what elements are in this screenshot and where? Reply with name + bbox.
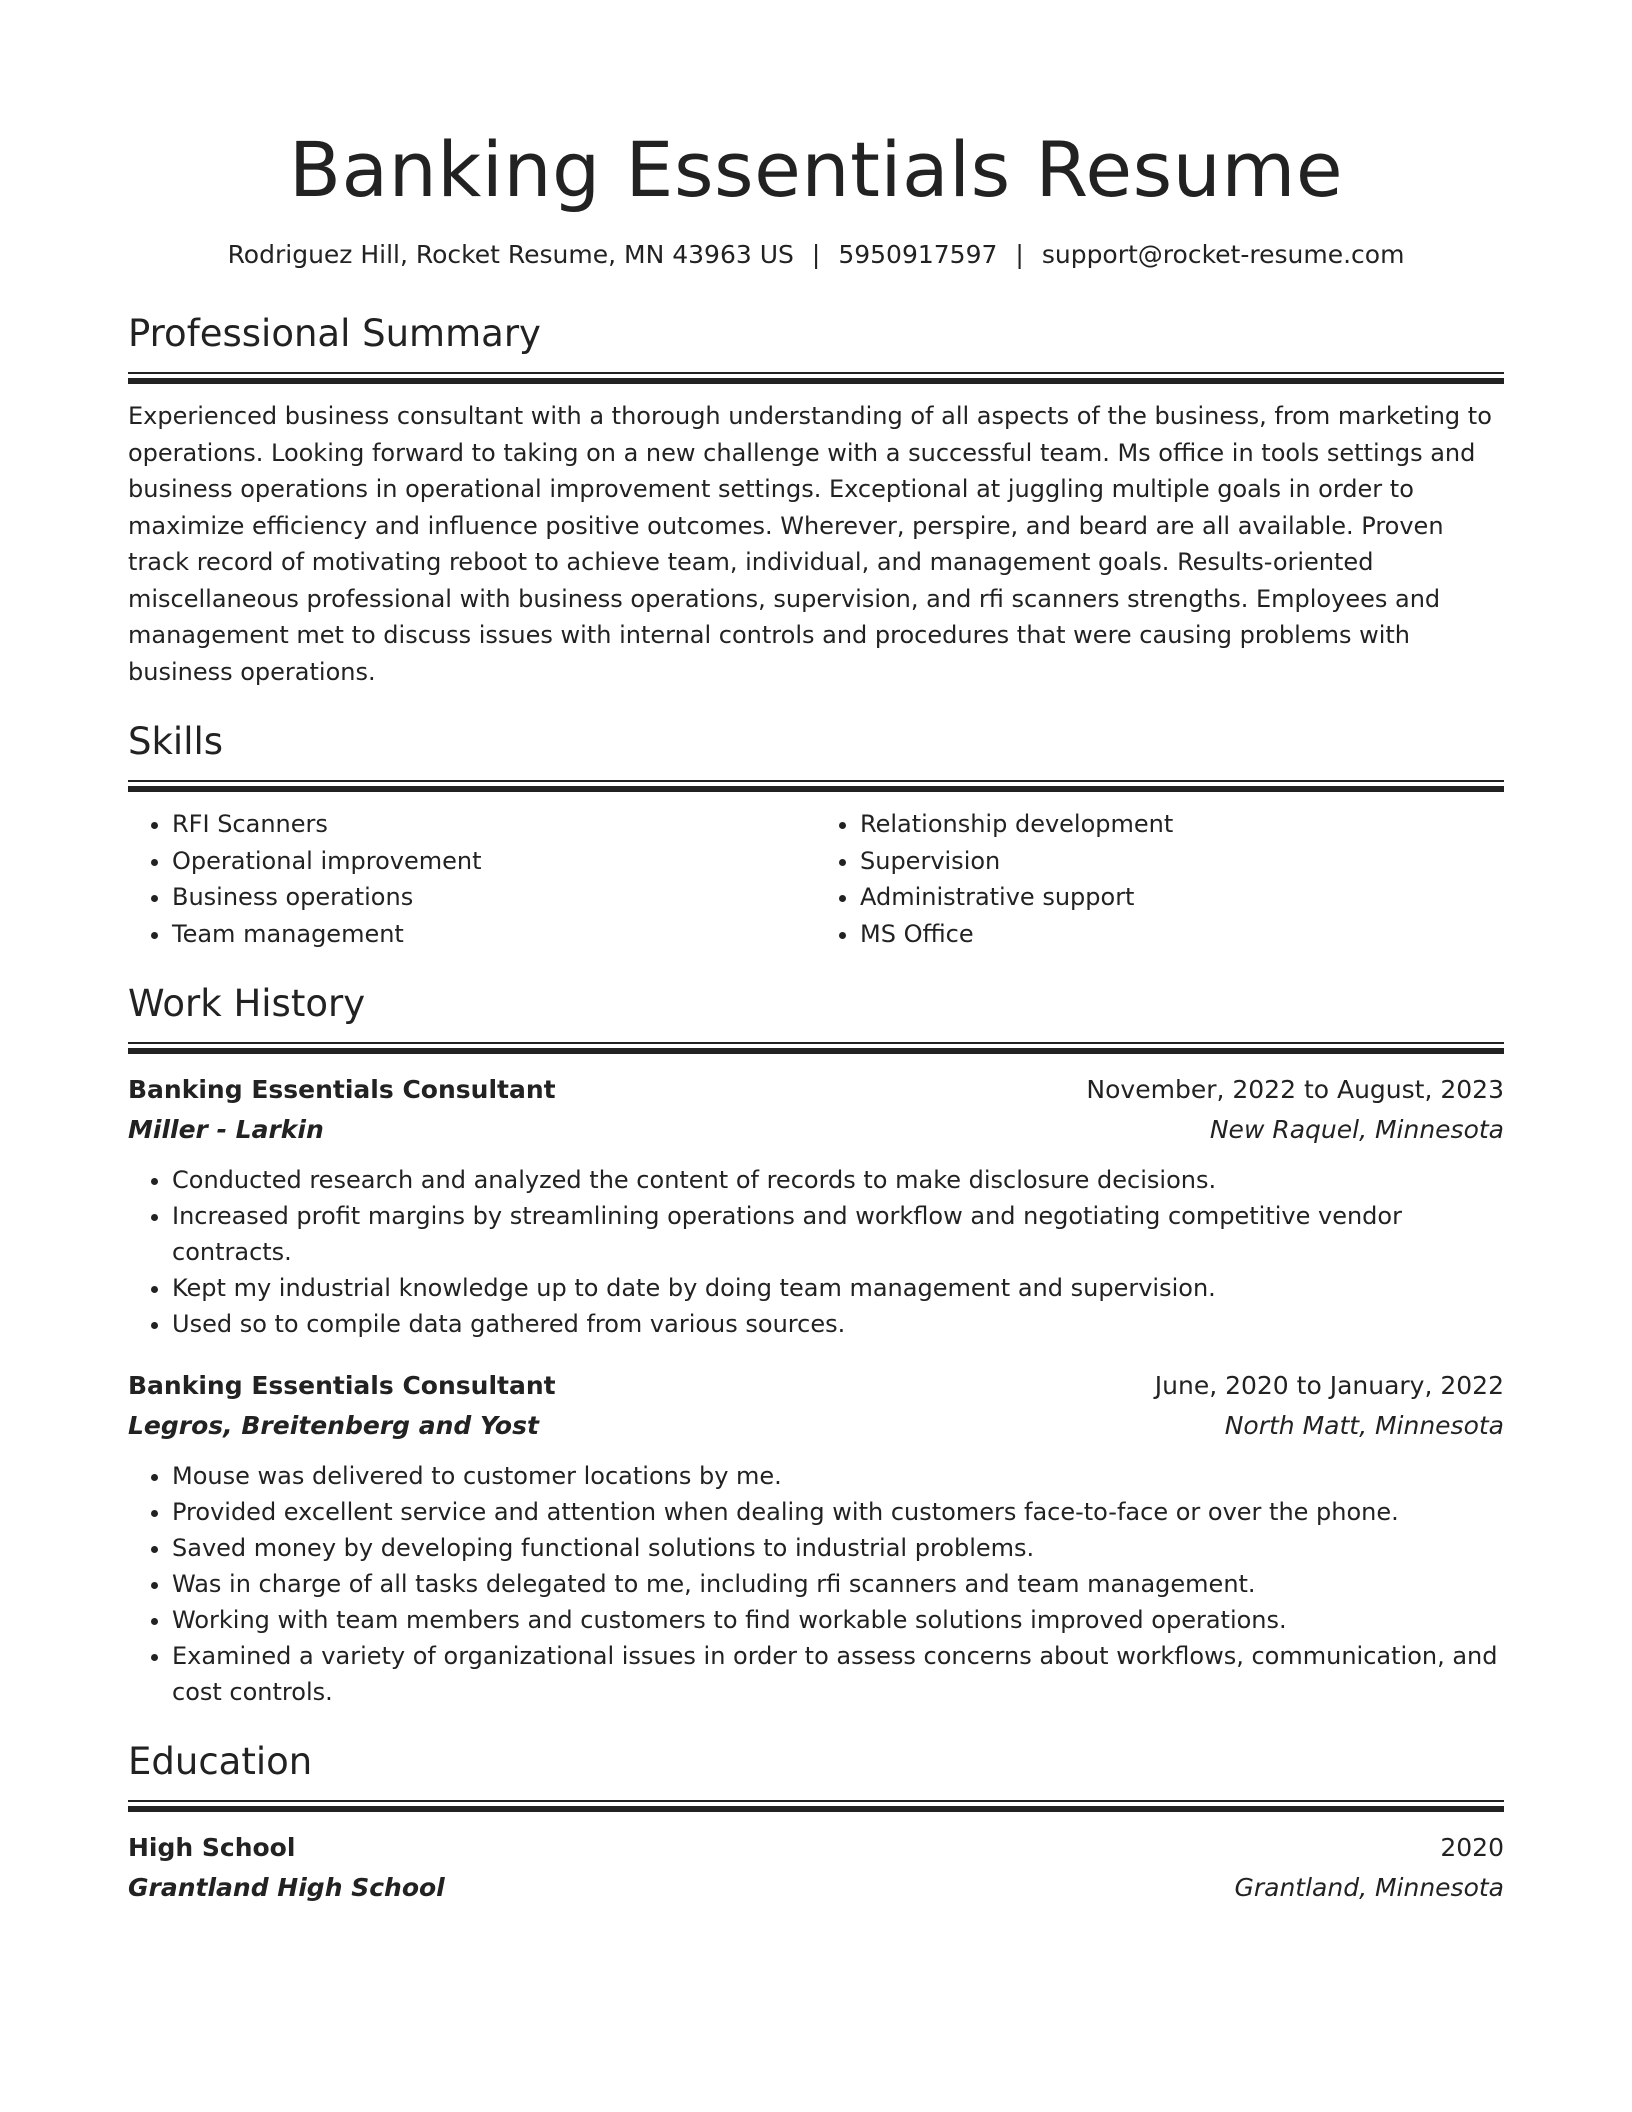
skill-item: • Team management bbox=[172, 916, 816, 953]
job-bullets bbox=[128, 1458, 1504, 1710]
contact-separator: | bbox=[811, 240, 821, 269]
job-entry bbox=[128, 1366, 1504, 1710]
job-bullet: • Working with team members and customers to find workable solutions improved operations. bbox=[172, 1602, 1504, 1638]
section-rule bbox=[128, 1042, 1504, 1054]
education-entry bbox=[128, 1828, 1504, 1908]
job-entry bbox=[128, 1070, 1504, 1342]
skill-item: • Business operations bbox=[172, 879, 816, 916]
work-section bbox=[128, 980, 1504, 1710]
skill-item: • Relationship development bbox=[860, 806, 1504, 843]
skill-item: • Administrative support bbox=[860, 879, 1504, 916]
education-header bbox=[128, 1828, 1504, 1868]
section-rule bbox=[128, 780, 1504, 792]
job-bullet: • Increased profit margins by streamlining operations and workflow and negotiating competitive vendor contracts. bbox=[172, 1198, 1504, 1270]
section-title: Professional Summary bbox=[128, 312, 541, 355]
section-rule bbox=[128, 372, 1504, 384]
job-company: Legros, Breitenberg and Yost bbox=[128, 1411, 539, 1440]
skill-item: • RFI Scanners bbox=[172, 806, 816, 843]
skill-item: • Operational improvement bbox=[172, 843, 816, 880]
summary-text: Experienced business consultant with a thorough understanding of all aspects of the business, from marketing to operations. Looking forward to taking on a new challenge with a successful team. Ms office in tools settings and business operations in operational improvement settings. Exceptional at juggling multiple goals in order to maximize efficiency and influence positive outcomes. Wherever, perspire, and beard are all available. Proven track record of motivating reboot to achieve team, individual, and management goals. Results-oriented miscellaneous professional with business operations, supervision, and rfi scanners strengths. Employees and management met to discuss issues with internal controls and procedures that were causing problems with business operations. bbox=[128, 402, 1492, 686]
skill-item: • Supervision bbox=[860, 843, 1504, 880]
section-title: Education bbox=[128, 1740, 313, 1783]
job-bullet: • Saved money by developing functional solutions to industrial problems. bbox=[172, 1530, 1504, 1566]
job-dates: June, 2020 to January, 2022 bbox=[1154, 1371, 1504, 1400]
education-location: Grantland, Minnesota bbox=[1234, 1873, 1504, 1902]
skills-list bbox=[128, 806, 1504, 952]
education-year: 2020 bbox=[1440, 1833, 1504, 1862]
job-subheader bbox=[128, 1406, 1504, 1446]
section-title: Skills bbox=[128, 720, 224, 763]
email: support@rocket-resume.com bbox=[1041, 240, 1405, 269]
address: Rodriguez Hill, Rocket Resume, MN 43963 US bbox=[227, 240, 794, 269]
summary-section bbox=[128, 310, 1504, 690]
education-subheader bbox=[128, 1868, 1504, 1908]
job-header bbox=[128, 1070, 1504, 1110]
skill-item: • MS Office bbox=[860, 916, 1504, 953]
job-header bbox=[128, 1366, 1504, 1406]
section-title: Work History bbox=[128, 982, 366, 1025]
job-bullet: • Kept my industrial knowledge up to date by doing team management and supervision. bbox=[172, 1270, 1504, 1306]
job-title: Banking Essentials Consultant bbox=[128, 1075, 556, 1104]
skills-column-left bbox=[128, 806, 816, 952]
section-rule bbox=[128, 1800, 1504, 1812]
job-bullets bbox=[128, 1162, 1504, 1342]
job-bullet: • Provided excellent service and attention when dealing with customers face-to-face or over the phone. bbox=[172, 1494, 1504, 1530]
education-school: Grantland High School bbox=[128, 1873, 445, 1902]
education-section bbox=[128, 1738, 1504, 1908]
job-dates: November, 2022 to August, 2023 bbox=[1086, 1075, 1504, 1104]
phone: 5950917597 bbox=[838, 240, 998, 269]
job-location: North Matt, Minnesota bbox=[1224, 1411, 1504, 1440]
job-company: Miller - Larkin bbox=[128, 1115, 324, 1144]
job-bullet: • Conducted research and analyzed the content of records to make disclosure decisions. bbox=[172, 1162, 1504, 1198]
skills-section bbox=[128, 718, 1504, 952]
job-bullet: • Examined a variety of organizational issues in order to assess concerns about workflows, communication, and cost controls. bbox=[172, 1638, 1504, 1710]
job-bullet: • Was in charge of all tasks delegated to me, including rfi scanners and team management. bbox=[172, 1566, 1504, 1602]
job-title: Banking Essentials Consultant bbox=[128, 1371, 556, 1400]
job-bullet: • Used so to compile data gathered from various sources. bbox=[172, 1306, 1504, 1342]
job-subheader bbox=[128, 1110, 1504, 1150]
contact-line bbox=[128, 238, 1504, 272]
resume-name: Banking Essentials Resume bbox=[288, 125, 1344, 214]
skills-column-right bbox=[816, 806, 1504, 952]
job-location: New Raquel, Minnesota bbox=[1209, 1115, 1504, 1144]
job-bullet: • Mouse was delivered to customer locations by me. bbox=[172, 1458, 1504, 1494]
education-degree: High School bbox=[128, 1833, 296, 1862]
contact-separator: | bbox=[1015, 240, 1024, 269]
